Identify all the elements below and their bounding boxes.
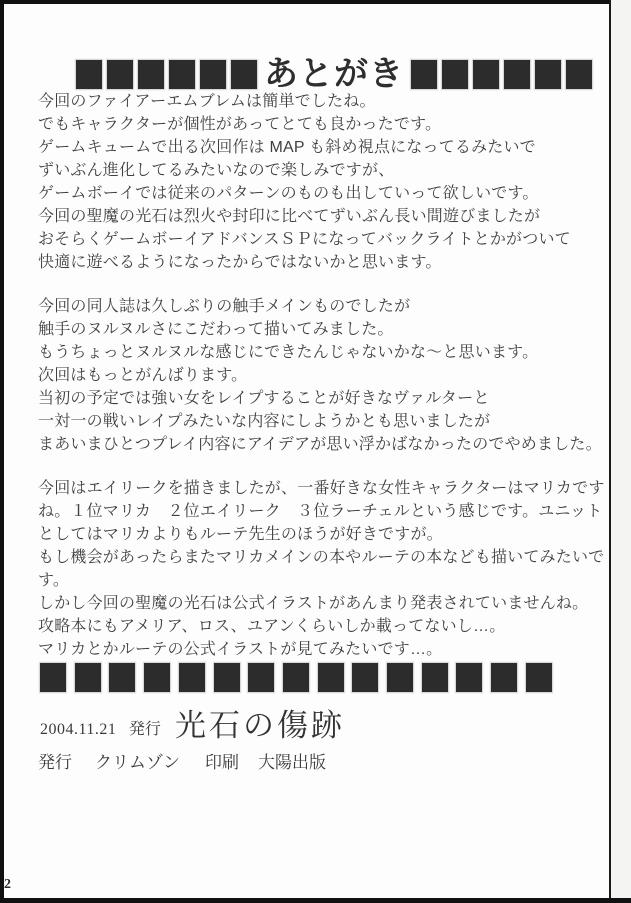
afterword-title: あとがき	[264, 55, 404, 93]
publisher-printer-row	[0, 748, 611, 770]
text-line: としてはマリカよりもルーテ先生のほうが好きですが。	[38, 526, 443, 543]
decor-square	[535, 60, 561, 89]
decor-square	[352, 663, 378, 692]
decor-square	[318, 663, 344, 692]
text-line: もし機会があったらまたマリカメインの本やルーテの本なども描いてみたいで	[38, 549, 605, 566]
text-line: ゲームキュームで出る次回作は MAP も斜め視点になってるみたいで	[38, 139, 536, 156]
decor-squares-left	[76, 60, 257, 89]
text-line: もうちょっとヌルヌルな感じにできたんじゃないかな～と思います。	[38, 344, 539, 361]
page-border-bottom	[0, 898, 631, 903]
text-line: す。	[38, 572, 70, 589]
decor-square	[473, 60, 499, 89]
publication-date-label: 発行	[128, 721, 161, 738]
decor-square	[411, 60, 437, 89]
decor-square	[214, 663, 240, 692]
text-line: ゲームボーイでは従来のパターンのものも出していって欲しいです。	[38, 185, 539, 202]
paragraph	[38, 90, 613, 274]
text-line: 次回はもっとがんばります。	[38, 367, 248, 384]
decor-square	[442, 60, 468, 89]
text-line: 今回の聖魔の光石は烈火や封印に比べてずいぶん長い間遊びましたが	[38, 208, 541, 225]
decor-square	[283, 663, 309, 692]
text-line: 一対一の戦いレイプみたいな内容にしようかとも思いましたが	[38, 413, 491, 430]
decor-square	[200, 60, 226, 89]
decor-square	[566, 60, 592, 89]
decor-square	[422, 663, 448, 692]
decor-square	[387, 663, 413, 692]
text-line: しかし今回の聖魔の光石は公式イラストがあんまり発表されていませんね。	[38, 595, 589, 612]
publisher-name: クリムゾン	[95, 753, 180, 772]
paragraph	[38, 295, 613, 456]
afterword-body	[38, 90, 613, 682]
page-border-top	[0, 0, 631, 4]
paragraph	[38, 477, 613, 661]
decor-square	[231, 60, 257, 89]
printer-name: 大陽出版	[258, 753, 326, 772]
text-line: おそらくゲームボーイアドバンスＳＰになってバックライトとかがついて	[38, 231, 571, 248]
decor-square	[248, 663, 274, 692]
decor-squares-bottom	[40, 663, 552, 692]
decor-square	[144, 663, 170, 692]
text-line: 快適に遊べるようになったからではないかと思います。	[38, 254, 442, 271]
decor-square	[138, 60, 164, 89]
decor-square	[179, 663, 205, 692]
text-line: 今回の同人誌は久しぶりの触手メインものでしたが	[38, 298, 411, 315]
decor-square	[107, 60, 133, 89]
decor-square	[456, 663, 482, 692]
decor-square	[40, 663, 66, 692]
book-title: 光石の傷跡	[175, 708, 345, 743]
publisher-label: 発行	[38, 753, 72, 772]
scan-right-margin	[611, 0, 631, 903]
text-line: でもキャラクターが個性があってとても良かったです。	[38, 116, 442, 133]
text-line: 触手のヌルヌルさにこだわって描いてみました。	[38, 321, 394, 338]
decor-square	[75, 663, 101, 692]
text-line: 攻略本にもアメリア、ロス、ユアンくらいしか載ってないし…。	[38, 618, 506, 635]
decor-square	[109, 663, 135, 692]
text-line: ずいぶん進化してるみたいなので楽しみですが、	[38, 162, 395, 179]
text-line: 当初の予定では強い女をレイプすることが好きなヴァルターと	[38, 390, 490, 407]
decor-square	[526, 663, 552, 692]
decor-square	[169, 60, 195, 89]
decor-squares-right	[411, 60, 592, 89]
decor-square	[76, 60, 102, 89]
text-line: 今回のファイアーエムブレムは簡単でしたね。	[38, 93, 376, 110]
text-line: マリカとかルーテの公式イラストが見てみたいです…。	[38, 641, 443, 658]
text-line: 今回はエイリークを描きましたが、一番好きな女性キャラクターはマリカです	[38, 480, 605, 497]
decor-square	[491, 663, 517, 692]
decor-square	[504, 60, 530, 89]
printer-label: 印刷	[205, 753, 239, 772]
publication-date: 2004.11.21	[40, 721, 117, 738]
colophon	[0, 700, 611, 810]
page-number: 2	[4, 877, 11, 892]
publication-date-line	[40, 716, 161, 739]
text-line: まあいまひとつプレイ内容にアイデアが思い浮かばなかったのでやめました。	[38, 436, 602, 453]
text-line: ね。１位マリカ ２位エイリーク ３位ラーチェルという感じです。ユニット	[38, 503, 603, 520]
